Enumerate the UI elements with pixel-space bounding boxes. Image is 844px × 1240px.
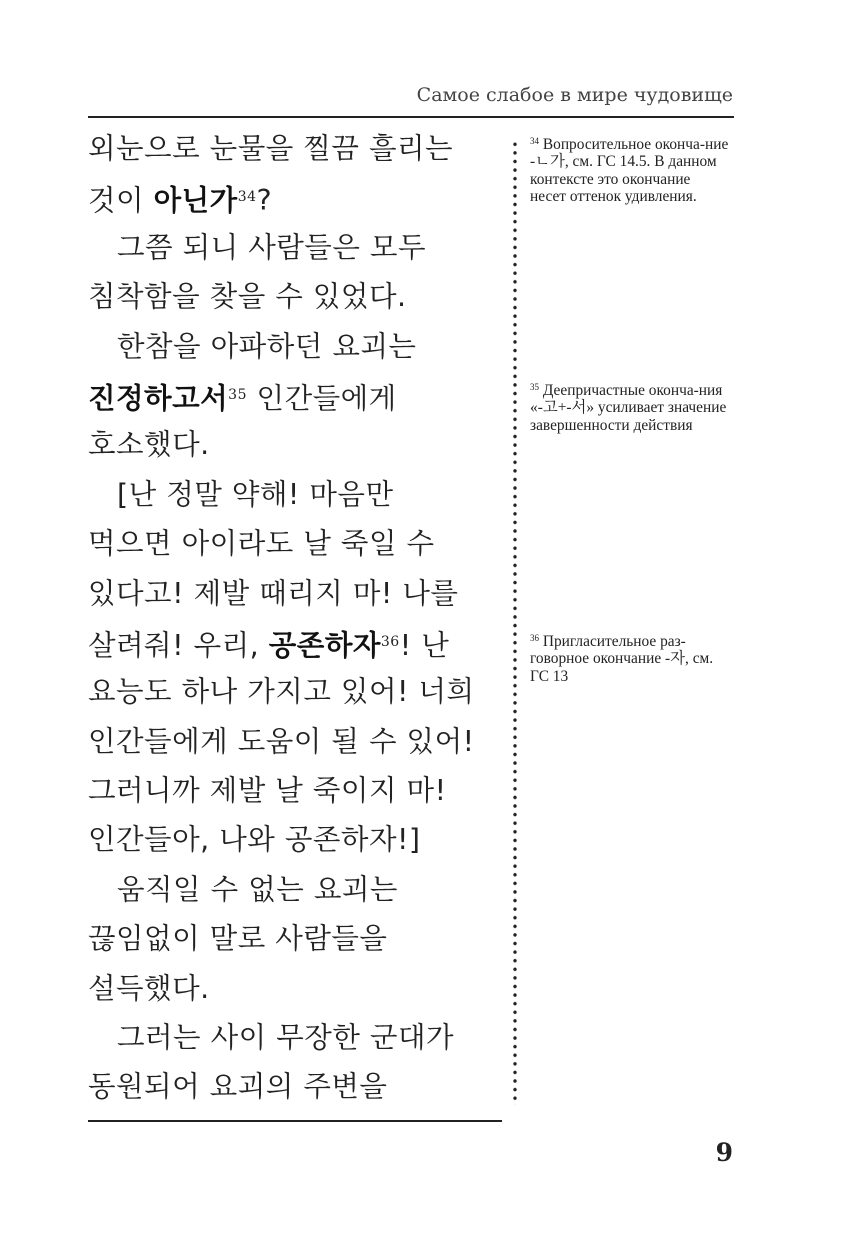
- text-line: 움직일 수 없는 요괴는: [117, 872, 398, 906]
- header-rule: [88, 116, 734, 118]
- footnote-number: 34: [530, 136, 539, 146]
- page-number: 9: [715, 1138, 733, 1167]
- footer-rule: [88, 1120, 502, 1122]
- text-line: 설득했다.: [88, 971, 210, 1005]
- text-line: [난 정말 약해! 마음만: [117, 477, 394, 511]
- glossed-word: 진정하고서: [88, 381, 229, 415]
- glossed-word: 공존하자: [268, 628, 381, 662]
- footnote-35: [530, 379, 730, 434]
- text-line: 먹으면 아이라도 날 죽일 수: [88, 527, 435, 561]
- text-line: 것이 아닌가$^{34}$?: [88, 184, 273, 218]
- main-text: [88, 124, 508, 1112]
- footnote-34: [530, 133, 730, 206]
- running-title: Самое слабое в мире чудовище: [416, 84, 733, 106]
- footnote-text: Деепричастные оконча-ния «-고+-서» усиливает значение завершенности действия: [530, 382, 727, 434]
- text-line: 진정하고서$^{35}$ 인간들에게: [88, 381, 397, 415]
- footnote-ref: 35: [228, 386, 247, 403]
- glossed-word: 아닌가: [153, 184, 238, 218]
- text-line: 동원되어 요괴의 주변을: [88, 1070, 388, 1104]
- text-line: 침착함을 찾을 수 있었다.: [88, 280, 407, 314]
- footnote-text: Вопросительное оконча-ние -ㄴ가, см. ГС 14.5. В данном контексте это окончание несет оттенок удивления.: [530, 136, 729, 206]
- text-line: 호소했다.: [88, 428, 210, 462]
- text-line: 외눈으로 눈물을 찔끔 흘리는: [88, 132, 454, 165]
- footnote-number: 36: [530, 633, 539, 643]
- text-line: 그러니까 제발 날 죽이지 마!: [88, 774, 447, 808]
- dotted-divider: [513, 140, 517, 1105]
- text-line: 인간들아, 나와 공존하자!]: [88, 823, 421, 857]
- footnote-number: 35: [530, 382, 539, 392]
- text-line: 살려줘! 우리, 공존하자$^{36}$! 난: [88, 628, 450, 662]
- footnote-text: Пригласительное раз-говорное окончание -자, см. ГС 13: [530, 633, 714, 685]
- footnote-36: [530, 630, 730, 685]
- text-line: 한참을 아파하던 요괴는: [117, 329, 417, 363]
- footnote-ref: 34: [237, 189, 257, 206]
- text-line: 그쯤 되니 사람들은 모두: [117, 230, 426, 264]
- text-line: 인간들에게 도움이 될 수 있어!: [88, 724, 475, 758]
- text-line: 요능도 하나 가지고 있어! 너희: [88, 675, 475, 709]
- text-line: 있다고! 제발 때리지 마! 나를: [88, 576, 459, 610]
- text-line: 그러는 사이 무장한 군대가: [117, 1021, 455, 1055]
- footnote-ref: 36: [380, 633, 400, 650]
- text-line: 끊임없이 말로 사람들을: [88, 922, 388, 956]
